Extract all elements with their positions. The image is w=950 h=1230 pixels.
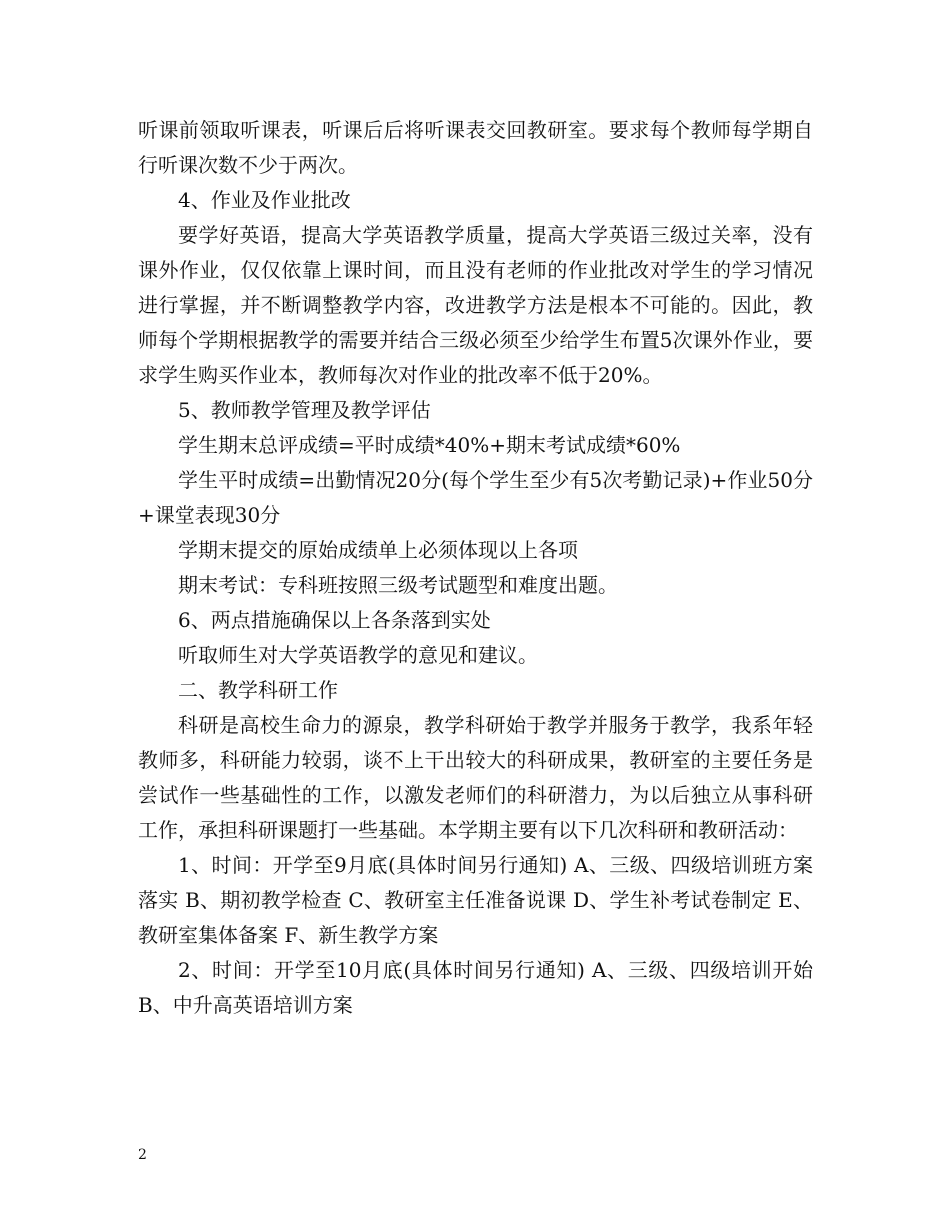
paragraph: 2、时间：开学至10月底(具体时间另行通知) A、三级、四级培训开始 B、中升高英语培训方案 [138, 958, 813, 1017]
paragraph: 学生平时成绩=出勤情况20分(每个学生至少有5次考勤记录)+作业50分+课堂表现30分 [138, 468, 813, 527]
paragraph: 二、教学科研工作 [178, 678, 338, 702]
page-number: 2 [138, 1147, 147, 1163]
paragraph: 听课前领取听课表，听课后后将听课表交回教研室。要求每个教师每学期自行听课次数不少于两次。 [138, 118, 813, 177]
paragraph: 期末考试：专科班按照三级考试题型和难度出题。 [178, 573, 618, 597]
paragraph: 6、两点措施确保以上各条落到实处 [178, 608, 491, 632]
document-body [138, 113, 813, 1023]
paragraph: 听取师生对大学英语教学的意见和建议。 [178, 643, 538, 667]
paragraph: 学生期末总评成绩=平时成绩*40%+期末考试成绩*60% [178, 433, 681, 457]
paragraph: 学期末提交的原始成绩单上必须体现以上各项 [178, 538, 578, 562]
paragraph: 1、时间：开学至9月底(具体时间另行通知) A、三级、四级培训班方案落实 B、期初教学检查 C、教研室主任准备说课 D、学生补考试卷制定 E、教研室集体备案 F、新生教学方案 [138, 853, 813, 947]
paragraph: 4、作业及作业批改 [178, 188, 351, 212]
paragraph: 科研是高校生命力的源泉，教学科研始于教学并服务于教学，我系年轻教师多，科研能力较弱，谈不上干出较大的科研成果，教研室的主要任务是尝试作一些基础性的工作，以激发老师们的科研潜力，为以后独立从事科研工作，承担科研课题打一些基础。本学期主要有以下几次科研和教研活动： [138, 713, 813, 842]
paragraph: 要学好英语，提高大学英语教学质量，提高大学英语三级过关率，没有课外作业，仅仅依靠上课时间，而且没有老师的作业批改对学生的学习情况进行掌握，并不断调整教学内容，改进教学方法是根本不可能的。因此，教师每个学期根据教学的需要并结合三级必须至少给学生布置5次课外作业，要求学生购买作业本，教师每次对作业的批改率不低于20%。 [138, 223, 813, 387]
paragraph: 5、教师教学管理及教学评估 [178, 398, 431, 422]
